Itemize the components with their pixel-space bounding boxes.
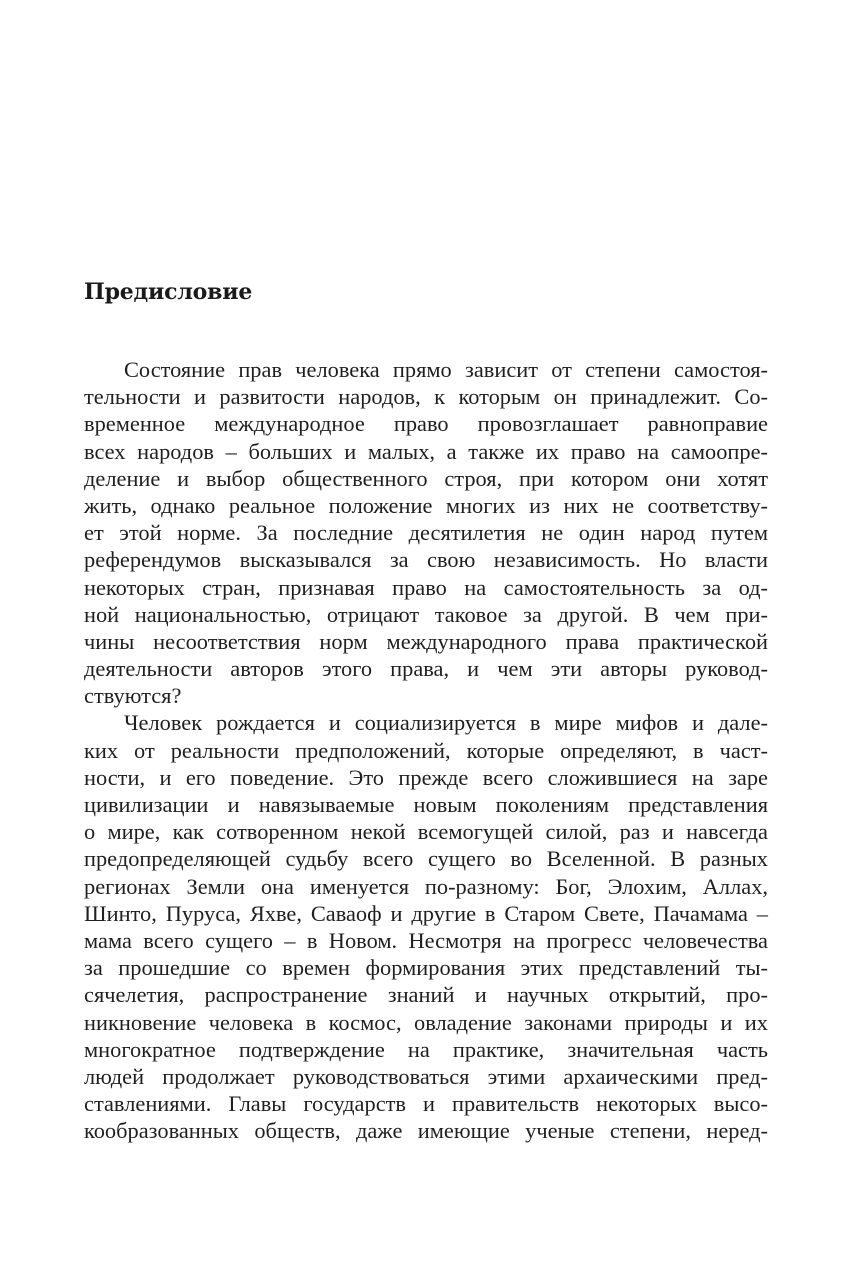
text-line: жить, однако реальное положение многих из них не соответству- — [84, 492, 768, 518]
text-line: людей продолжает руководствоваться этими архаическими пред- — [84, 1063, 768, 1089]
text-line: ной национальностью, отрицают таковое за другой. В чем при- — [84, 601, 768, 627]
text-line: Состояние прав человека прямо зависит от степени самостоя- — [124, 357, 768, 382]
text-line: никновение человека в космос, овладение законами природы и их — [84, 1009, 768, 1035]
text-line: Человек рождается и социализируется в мире мифов и дале- — [124, 710, 768, 736]
text-line: деление и выбор общественного строя, при котором они хотят — [84, 465, 768, 491]
text-line: деятельности авторов этого права, и чем эти авторы руковод- — [84, 656, 768, 682]
text-line: о мире, как сотворенном некой всемогущей силой, раз и навсегда — [84, 819, 768, 845]
text-line: временное международное право провозглашает равноправие — [84, 411, 768, 437]
text-line: многократное подтверждение на практике, значительная часть — [84, 1036, 768, 1062]
text-line: мама всего сущего – в Новом. Несмотря на прогресс человечества — [84, 927, 768, 953]
text-line: Шинто, Пуруса, Яхве, Саваоф и другие в Старом Свете, Пачамама – — [84, 900, 768, 926]
text-line: регионах Земли она именуется по-разному: Бог, Элохим, Аллах, — [84, 873, 768, 899]
body-text — [84, 356, 768, 1144]
text-line: кообразованных обществ, даже имеющие ученые степени, неред- — [84, 1118, 768, 1144]
text-line: ствуются? — [84, 683, 182, 709]
text-line: всех народов – больших и малых, а также их право на самоопре- — [84, 438, 768, 464]
section-heading: Предисловие — [84, 279, 253, 305]
text-line: сячелетия, распространение знаний и научных открытий, про- — [84, 982, 768, 1008]
text-line: ности, и его поведение. Это прежде всего сложившиеся на заре — [84, 764, 768, 790]
text-line: за прошедшие со времен формирования этих представлений ты- — [84, 955, 768, 981]
text-line: ких от реальности предположений, которые определяют, в част- — [84, 737, 768, 763]
text-line: тельности и развитости народов, к которым он принадлежит. Со- — [84, 384, 768, 410]
text-line: референдумов высказывался за свою независимость. Но власти — [84, 547, 768, 573]
text-line: предопределяющей судьбу всего сущего во Вселенной. В разных — [84, 846, 768, 872]
text-line: ставлениями. Главы государств и правительств некоторых высо- — [84, 1091, 768, 1117]
text-line: некоторых стран, признавая право на самостоятельность за од- — [84, 574, 768, 600]
text-line: чины несоответствия норм международного права практической — [84, 628, 768, 654]
text-line: ет этой норме. За последние десятилетия не один народ путем — [84, 520, 768, 546]
text-line: цивилизации и навязываемые новым поколениям представления — [84, 792, 768, 817]
